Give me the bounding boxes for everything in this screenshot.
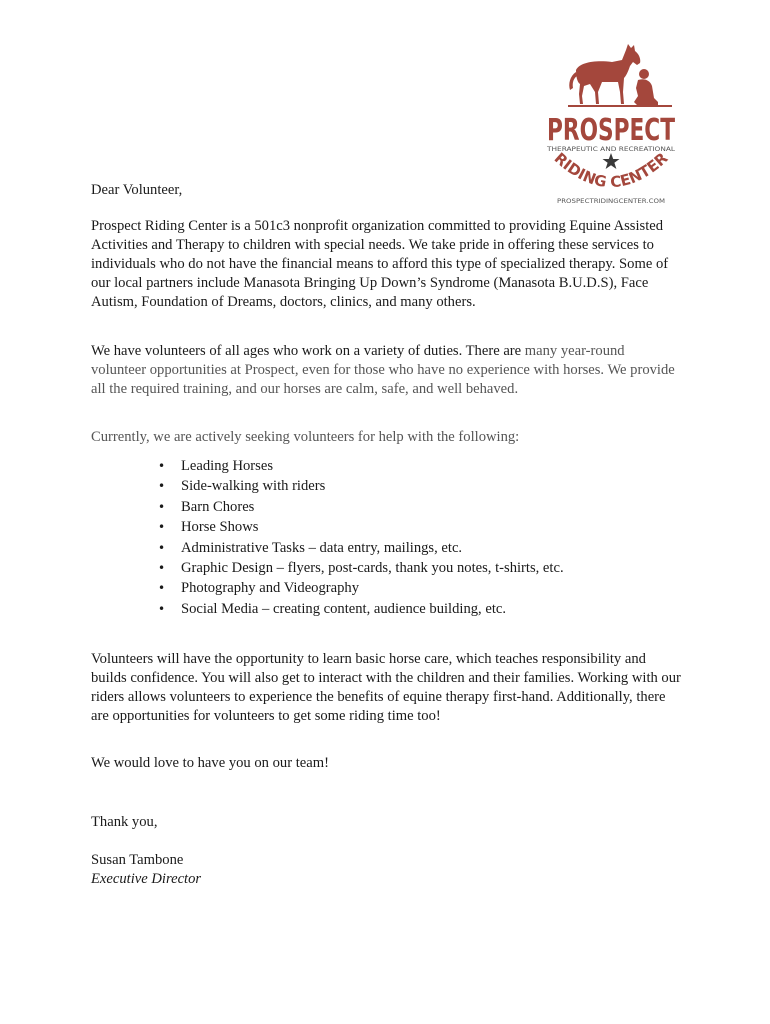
paragraph-volunteers-b: many year-round volunteer opportunities at Prospect, even for those who have no experience with horses. We provide all the required training, and our horses are calm, safe, and well behaved. (91, 343, 675, 397)
list-item: • Social Media – creating content, audience building, etc. (158, 599, 678, 619)
bullet-icon: • (158, 479, 166, 494)
horse-icon (569, 44, 658, 106)
salutation: Dear Volunteer, (91, 182, 183, 198)
bullet-icon: • (158, 459, 166, 473)
bullet-icon: • (158, 601, 166, 616)
bullet-icon: • (158, 581, 166, 596)
paragraph-volunteers-a: We have volunteers of all ages who work on a variety of duties. There are (91, 343, 525, 359)
paragraph-opportunity: Volunteers will have the opportunity to learn basic horse care, which teaches responsibility and builds confidence. You will also get to interact with the children and their families. Working with our riders allows volunteers to experience the benefits of equine therapy first-hand. Additionally, there are opportunities for volunteers to get some riding time too! (91, 651, 681, 724)
closing: Thank you, (91, 814, 158, 830)
bullet-icon: • (158, 520, 166, 535)
list-item: • Leading Horses (158, 456, 678, 476)
bullet-icon: • (158, 499, 166, 514)
list-item: • Horse Shows (158, 517, 678, 537)
paragraph-invite: We would love to have you on our team! (91, 755, 329, 771)
logo-name2: RIDING CENTER (550, 149, 672, 192)
signer-title: Executive Director (91, 871, 202, 887)
paragraph-seeking: Currently, we are actively seeking volunteers for help with the following: (91, 429, 520, 445)
logo-url: PROSPECTRIDINGCENTER.COM (557, 198, 665, 205)
volunteer-tasks-list (158, 456, 678, 619)
list-item: • Graphic Design – flyers, post-cards, thank you notes, t-shirts, etc. (158, 558, 678, 578)
logo-tagline: THERAPEUTIC AND RECREATIONAL (545, 146, 676, 153)
list-item: • Photography and Videography (158, 578, 678, 598)
paragraph-volunteers (91, 342, 681, 399)
logo-name: PROSPECT (547, 113, 676, 148)
list-item: • Barn Chores (158, 497, 678, 517)
paragraph-intro: Prospect Riding Center is a 501c3 nonprofit organization committed to providing Equine Assisted Activities and Therapy to children with special needs. We take pride in offering these services to individuals who do not have the financial means to afford this type of specialized therapy. Some of our local partners include Manasota Bringing Up Down’s Syndrome (Manasota B.U.D.S), Face Autism, Foundation of Dreams, doctors, clinics, and many others. (91, 218, 669, 310)
star-icon (603, 153, 620, 169)
bullet-icon: • (158, 561, 166, 576)
list-item: • Side-walking with riders (158, 476, 678, 496)
bullet-icon: • (158, 540, 166, 555)
list-item: • Administrative Tasks – data entry, mailings, etc. (158, 538, 678, 558)
signer-name: Susan Tambone (91, 852, 184, 868)
